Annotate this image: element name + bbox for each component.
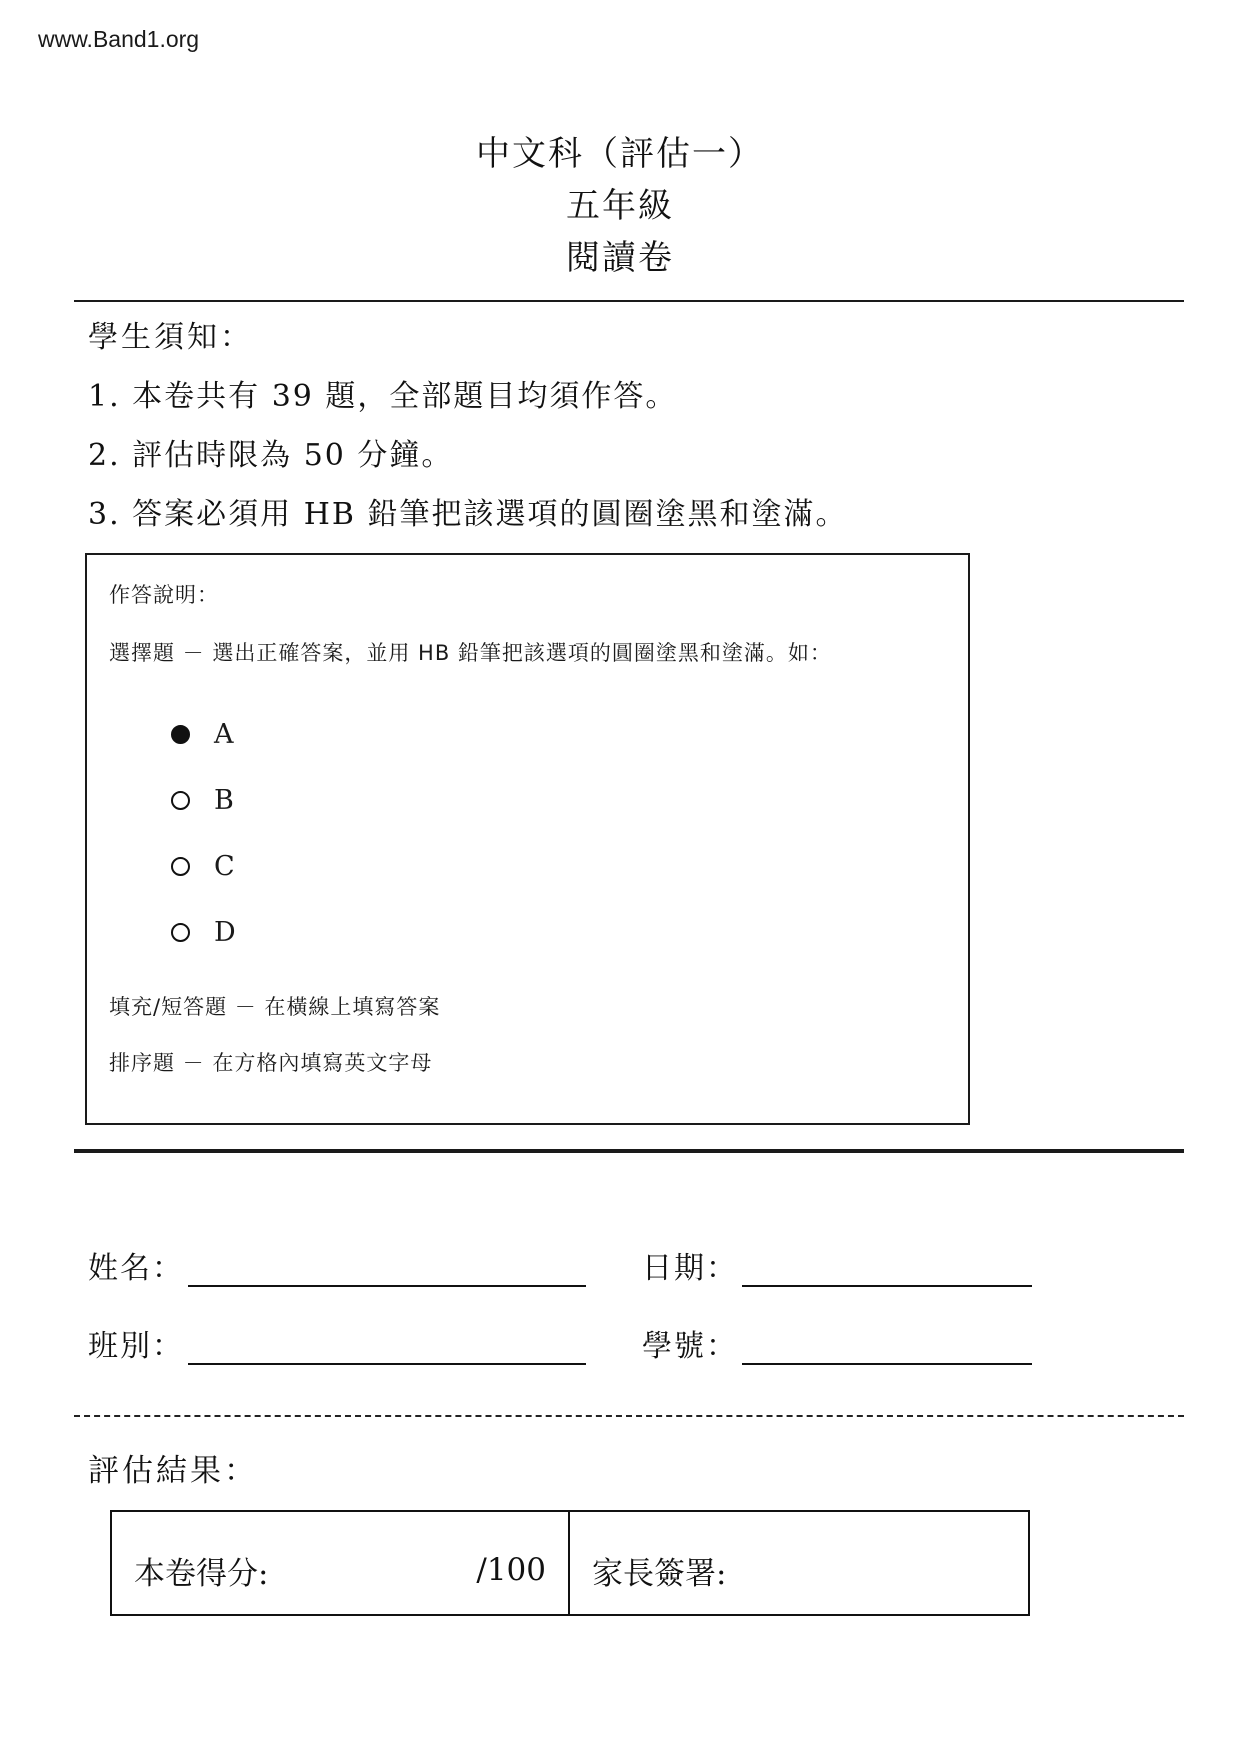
option-letter: D [214, 916, 236, 948]
option-filled-circle-icon [171, 725, 190, 744]
mc-instruction: 選擇題 － 選出正確答案，並用 HB 鉛筆把該選項的圓圈塗黑和塗滿。如： [109, 641, 832, 665]
option-row-c [171, 833, 946, 899]
page-title-subject: 中文科（評估一） [476, 134, 764, 174]
score-label: 本卷得分: [134, 1555, 269, 1592]
notice-item-1: 1. 本卷共有 39 題，全部題目均須作答。 [88, 379, 678, 414]
name-label: 姓名： [88, 1251, 184, 1286]
option-row-a [171, 701, 946, 767]
option-empty-circle-icon [171, 923, 190, 942]
form-row-2 [88, 1321, 1240, 1365]
date-label: 日期： [642, 1251, 738, 1286]
notice-heading: 學生須知： [88, 320, 253, 355]
class-field-line [188, 1327, 586, 1365]
title-divider [74, 300, 1184, 302]
option-letter: B [214, 784, 234, 816]
option-letter: C [214, 850, 235, 882]
notice-item-3: 3. 答案必須用 HB 鉛筆把該選項的圓圈塗黑和塗滿。 [88, 497, 848, 532]
watermark-url: www.Band1.org [38, 26, 200, 52]
page-title-paper: 閱讀卷 [566, 238, 674, 278]
option-empty-circle-icon [171, 857, 190, 876]
date-field-line [742, 1249, 1032, 1287]
class-label: 班別： [88, 1329, 184, 1364]
student-no-label: 學號： [642, 1329, 738, 1364]
name-field-line [188, 1249, 586, 1287]
option-empty-circle-icon [171, 791, 190, 810]
score-cell [112, 1512, 570, 1614]
option-row-b [171, 767, 946, 833]
page-title-grade: 五年級 [566, 186, 674, 226]
option-row-d [171, 899, 946, 965]
answer-guide-box [85, 553, 970, 1125]
result-table [110, 1510, 1030, 1616]
order-instruction: 排序題 － 在方格內填寫英文字母 [109, 1051, 433, 1075]
dashed-divider [74, 1415, 1184, 1417]
student-no-field-line [742, 1327, 1032, 1365]
example-options [171, 701, 946, 965]
notice-item-2: 2. 評估時限為 50 分鐘。 [88, 438, 454, 473]
fill-instruction: 填充/短答題 － 在橫線上填寫答案 [109, 995, 441, 1019]
student-info-form [88, 1243, 1240, 1365]
signature-label: 家長簽署: [592, 1555, 727, 1592]
section-divider [74, 1149, 1184, 1153]
result-heading: 評估結果： [88, 1453, 258, 1489]
score-value: /100 [476, 1552, 546, 1588]
option-letter: A [214, 718, 234, 750]
signature-cell [570, 1512, 1028, 1614]
student-notice [88, 312, 1150, 533]
guide-heading: 作答說明： [109, 583, 219, 607]
form-row-1 [88, 1243, 1240, 1287]
